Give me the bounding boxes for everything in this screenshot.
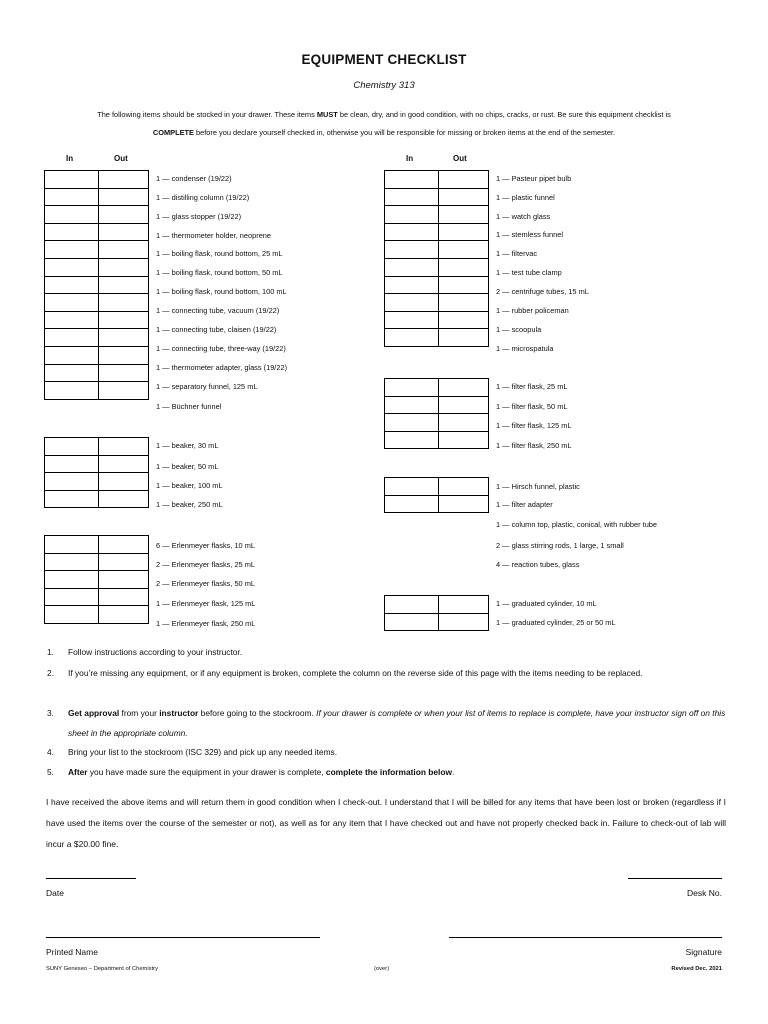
- checklist-row: [385, 596, 489, 614]
- left-item: 1 — Erlenmeyer flask, 250 mL: [156, 619, 256, 628]
- left-box-group-3: [44, 535, 149, 624]
- signature-line[interactable]: [449, 937, 722, 938]
- in-checkbox[interactable]: [385, 431, 439, 449]
- left-item: 1 — connecting tube, vacuum (19/22): [156, 306, 280, 315]
- in-checkbox[interactable]: [45, 188, 99, 206]
- checklist-row: [385, 495, 489, 513]
- right-item: 1 — filter adapter: [496, 500, 553, 509]
- instruction-5: 5. After you have made sure the equipment in your drawer is complete, complete the information below.: [47, 767, 455, 777]
- right-item: 2 — centrifuge tubes, 15 mL: [496, 287, 589, 296]
- in-checkbox[interactable]: [385, 276, 439, 294]
- checklist-row: [45, 294, 149, 312]
- desk-no-line[interactable]: [628, 878, 722, 879]
- out-checkbox[interactable]: [439, 431, 489, 449]
- out-checkbox[interactable]: [99, 311, 149, 329]
- out-checkbox[interactable]: [99, 171, 149, 189]
- left-item: 1 — Erlenmeyer flask, 125 mL: [156, 599, 256, 608]
- out-checkbox[interactable]: [99, 188, 149, 206]
- out-checkbox[interactable]: [99, 294, 149, 312]
- right-item: 1 — filter flask, 50 mL: [496, 402, 568, 411]
- out-checkbox[interactable]: [439, 241, 489, 259]
- checklist-row: [45, 258, 149, 276]
- in-checkbox[interactable]: [45, 536, 99, 554]
- checklist-row: [45, 223, 149, 241]
- left-box-group-1: [44, 170, 149, 400]
- in-checkbox[interactable]: [385, 171, 439, 189]
- checklist-row: [45, 311, 149, 329]
- right-item: 1 — graduated cylinder, 10 mL: [496, 599, 597, 608]
- out-checkbox[interactable]: [439, 206, 489, 224]
- checklist-row: [45, 536, 149, 554]
- checklist-row: [385, 171, 489, 189]
- page-title: EQUIPMENT CHECKLIST: [301, 52, 467, 67]
- out-checkbox[interactable]: [439, 171, 489, 189]
- left-out-header: Out: [114, 154, 128, 163]
- in-checkbox[interactable]: [385, 596, 439, 614]
- checklist-row: [45, 241, 149, 259]
- checklist-row: [385, 258, 489, 276]
- left-item: 1 — distilling column (19/22): [156, 193, 250, 202]
- right-box-group-3: [384, 477, 489, 513]
- checklist-row: [45, 276, 149, 294]
- right-box-group-1: [384, 170, 489, 347]
- checklist-row: [385, 379, 489, 397]
- checklist-row: [45, 188, 149, 206]
- left-item: 2 — Erlenmeyer flasks, 25 mL: [156, 560, 255, 569]
- right-box-group-4: [384, 595, 489, 631]
- out-checkbox[interactable]: [99, 455, 149, 473]
- out-checkbox[interactable]: [439, 613, 489, 631]
- checklist-row: [385, 188, 489, 206]
- out-checkbox[interactable]: [99, 276, 149, 294]
- out-checkbox[interactable]: [99, 206, 149, 224]
- in-checkbox[interactable]: [45, 206, 99, 224]
- checklist-row: [385, 241, 489, 259]
- checklist-row: [45, 473, 149, 491]
- in-checkbox[interactable]: [385, 613, 439, 631]
- checklist-row: [45, 206, 149, 224]
- in-checkbox[interactable]: [45, 553, 99, 571]
- checklist-row: [45, 382, 149, 400]
- checklist-row: [45, 364, 149, 382]
- left-item: 6 — Erlenmeyer flasks, 10 mL: [156, 541, 255, 550]
- in-checkbox[interactable]: [45, 571, 99, 589]
- out-checkbox[interactable]: [99, 553, 149, 571]
- in-checkbox[interactable]: [45, 364, 99, 382]
- checklist-row: [385, 329, 489, 347]
- left-item: 2 — Erlenmeyer flasks, 50 mL: [156, 579, 255, 588]
- right-item: 1 — Hirsch funnel, plastic: [496, 482, 580, 491]
- date-line[interactable]: [46, 878, 136, 879]
- desk-no-label: Desk No.: [687, 888, 722, 898]
- right-item: 1 — filtervac: [496, 249, 538, 258]
- checklist-row: [385, 613, 489, 631]
- checklist-row: [45, 571, 149, 589]
- in-checkbox[interactable]: [385, 258, 439, 276]
- left-item: 1 — connecting tube, claisen (19/22): [156, 325, 277, 334]
- left-item: 1 — condenser (19/22): [156, 174, 232, 183]
- out-checkbox[interactable]: [439, 596, 489, 614]
- out-checkbox[interactable]: [439, 294, 489, 312]
- left-item: 1 — connecting tube, three-way (19/22): [156, 344, 286, 353]
- in-checkbox[interactable]: [45, 588, 99, 606]
- in-checkbox[interactable]: [385, 495, 439, 513]
- left-item: 1 — separatory funnel, 125 mL: [156, 382, 258, 391]
- in-checkbox[interactable]: [385, 379, 439, 397]
- in-checkbox[interactable]: [385, 294, 439, 312]
- left-item: 1 — thermometer holder, neoprene: [156, 231, 272, 240]
- in-checkbox[interactable]: [385, 223, 439, 241]
- intro-text: The following items should be stocked in your drawer. These items MUST be clean, dry, and in good condition, with no chips, cracks, or rust. Be sure this equipment checklist is COMPLETE before you declare yourself checked in, otherwise you will be responsible for missing or broken items at the end of the semester.: [97, 110, 671, 137]
- in-checkbox[interactable]: [45, 276, 99, 294]
- out-checkbox[interactable]: [99, 346, 149, 364]
- checklist-row: [45, 490, 149, 508]
- left-item: 1 — glass stopper (19/22): [156, 212, 242, 221]
- checklist-row: [385, 396, 489, 414]
- checklist-row: [385, 311, 489, 329]
- instruction-1: 1. Follow instructions according to your instructor.: [47, 647, 243, 657]
- in-checkbox[interactable]: [385, 241, 439, 259]
- out-checkbox[interactable]: [99, 536, 149, 554]
- left-item: 1 — boiling flask, round bottom, 25 mL: [156, 249, 283, 258]
- out-checkbox[interactable]: [439, 478, 489, 496]
- out-checkbox[interactable]: [439, 396, 489, 414]
- out-checkbox[interactable]: [99, 490, 149, 508]
- right-item: 1 — graduated cylinder, 25 or 50 mL: [496, 618, 616, 627]
- in-checkbox[interactable]: [385, 414, 439, 432]
- out-checkbox[interactable]: [99, 223, 149, 241]
- in-checkbox[interactable]: [45, 258, 99, 276]
- left-item: 1 — beaker, 250 mL: [156, 500, 223, 509]
- right-item: 1 — filter flask, 25 mL: [496, 382, 568, 391]
- out-checkbox[interactable]: [99, 571, 149, 589]
- left-item: 1 — beaker, 30 mL: [156, 441, 219, 450]
- out-checkbox[interactable]: [99, 258, 149, 276]
- in-checkbox[interactable]: [385, 478, 439, 496]
- course-subtitle: Chemistry 313: [353, 80, 415, 91]
- out-checkbox[interactable]: [439, 495, 489, 513]
- out-checkbox[interactable]: [99, 588, 149, 606]
- left-item: 1 — beaker, 50 mL: [156, 462, 219, 471]
- out-checkbox[interactable]: [99, 473, 149, 491]
- left-item: 1 — beaker, 100 mL: [156, 481, 223, 490]
- in-checkbox[interactable]: [45, 171, 99, 189]
- left-item: 1 — boiling flask, round bottom, 100 mL: [156, 287, 287, 296]
- in-checkbox[interactable]: [385, 188, 439, 206]
- printed-name-label: Printed Name: [46, 947, 98, 957]
- in-checkbox[interactable]: [45, 490, 99, 508]
- in-checkbox[interactable]: [45, 382, 99, 400]
- in-checkbox[interactable]: [45, 473, 99, 491]
- instruction-3: 3. Get approval from your instructor before going to the stockroom. If your drawer is complete or when your list of items to replace is complete, have your instructor sign off on this sheet in the appropriate column.: [47, 708, 726, 738]
- out-checkbox[interactable]: [439, 258, 489, 276]
- out-checkbox[interactable]: [439, 311, 489, 329]
- checklist-row: [45, 588, 149, 606]
- checklist-row: [385, 223, 489, 241]
- right-item: 1 — Pasteur pipet bulb: [496, 174, 572, 183]
- right-item: 1 — stemless funnel: [496, 230, 563, 239]
- checklist-row: [45, 438, 149, 456]
- in-checkbox[interactable]: [45, 329, 99, 347]
- checklist-row: [45, 171, 149, 189]
- instruction-2: 2. If you’re missing any equipment, or if any equipment is broken, complete the column on the reverse side of this page with the items needing to be replaced.: [47, 668, 643, 678]
- signature-label: Signature: [685, 947, 722, 957]
- in-checkbox[interactable]: [45, 223, 99, 241]
- right-item: 1 — test tube clamp: [496, 268, 562, 277]
- agreement-text: I have received the above items and will return them in good condition when I check-out. I understand that I will be billed for any items that have been lost or broken (regardless if I have used the items over the course of the semester or not), as well as for any item that I have checked out and have not properly checked back in. Failure to check-out of lab will incur a $20.00 fine.: [46, 797, 726, 849]
- in-checkbox[interactable]: [385, 396, 439, 414]
- out-checkbox[interactable]: [99, 382, 149, 400]
- in-checkbox[interactable]: [45, 311, 99, 329]
- date-label: Date: [46, 888, 64, 898]
- right-item: 1 — microspatula: [496, 344, 554, 353]
- checklist-row: [45, 553, 149, 571]
- left-item: 1 — thermometer adapter, glass (19/22): [156, 363, 288, 372]
- out-checkbox[interactable]: [439, 223, 489, 241]
- left-item: 1 — boiling flask, round bottom, 50 mL: [156, 268, 283, 277]
- right-item: 1 — column top, plastic, conical, with rubber tube: [496, 520, 658, 529]
- checklist-row: [45, 606, 149, 624]
- in-checkbox[interactable]: [45, 438, 99, 456]
- checklist-row: [45, 346, 149, 364]
- right-item: 4 — reaction tubes, glass: [496, 560, 580, 569]
- checklist-row: [385, 414, 489, 432]
- in-checkbox[interactable]: [45, 606, 99, 624]
- in-checkbox[interactable]: [385, 329, 439, 347]
- out-checkbox[interactable]: [99, 329, 149, 347]
- in-checkbox[interactable]: [45, 241, 99, 259]
- footer-revised: Revised Dec. 2021: [671, 966, 722, 972]
- right-item: 1 — rubber policeman: [496, 306, 569, 315]
- right-item: 1 — plastic funnel: [496, 193, 555, 202]
- out-checkbox[interactable]: [99, 606, 149, 624]
- in-checkbox[interactable]: [385, 311, 439, 329]
- out-checkbox[interactable]: [99, 364, 149, 382]
- right-item: 1 — filter flask, 250 mL: [496, 441, 572, 450]
- out-checkbox[interactable]: [99, 241, 149, 259]
- out-checkbox[interactable]: [439, 188, 489, 206]
- printed-name-line[interactable]: [46, 937, 320, 938]
- checklist-row: [385, 431, 489, 449]
- checklist-row: [385, 478, 489, 496]
- in-checkbox[interactable]: [385, 206, 439, 224]
- in-checkbox[interactable]: [45, 294, 99, 312]
- checklist-row: [45, 455, 149, 473]
- left-item: 1 — Büchner funnel: [156, 402, 222, 411]
- out-checkbox[interactable]: [439, 414, 489, 432]
- out-checkbox[interactable]: [439, 329, 489, 347]
- out-checkbox[interactable]: [99, 438, 149, 456]
- checklist-row: [385, 276, 489, 294]
- footer-department: SUNY Geneseo – Department of Chemistry: [46, 966, 159, 972]
- left-in-header: In: [66, 154, 74, 163]
- right-item: 2 — glass stirring rods, 1 large, 1 small: [496, 541, 624, 550]
- footer-over: (over): [374, 966, 390, 972]
- right-item: 1 — scoopula: [496, 325, 542, 334]
- right-item: 1 — watch glass: [496, 212, 551, 221]
- out-checkbox[interactable]: [439, 276, 489, 294]
- right-item: 1 — filter flask, 125 mL: [496, 421, 572, 430]
- in-checkbox[interactable]: [45, 455, 99, 473]
- left-box-group-2: [44, 437, 149, 508]
- checklist-row: [385, 294, 489, 312]
- out-checkbox[interactable]: [439, 379, 489, 397]
- in-checkbox[interactable]: [45, 346, 99, 364]
- checklist-row: [385, 206, 489, 224]
- checklist-row: [45, 329, 149, 347]
- right-box-group-2: [384, 378, 489, 449]
- right-out-header: Out: [453, 154, 467, 163]
- instruction-4: 4. Bring your list to the stockroom (ISC 329) and pick up any needed items.: [47, 747, 338, 757]
- right-in-header: In: [406, 154, 414, 163]
